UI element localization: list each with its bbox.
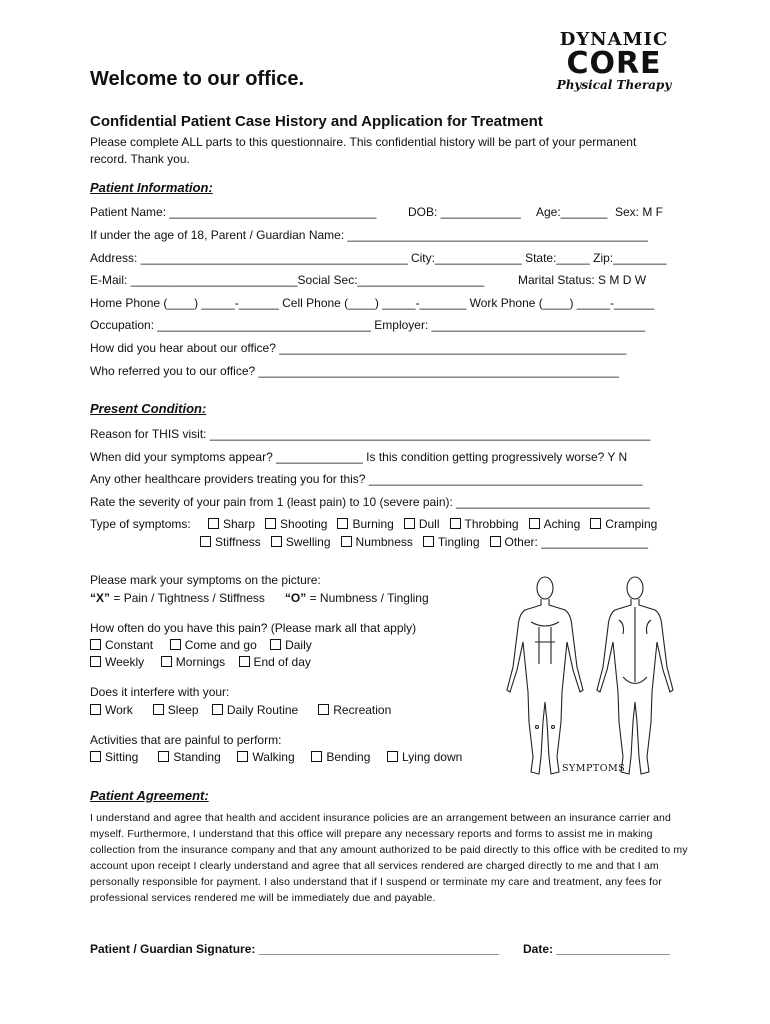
checkbox-swelling[interactable]: Swelling bbox=[271, 535, 331, 549]
checkbox-burning[interactable]: Burning bbox=[337, 517, 393, 531]
dob-field[interactable]: DOB: ____________ bbox=[408, 205, 521, 219]
welcome-heading: Welcome to our office. bbox=[90, 68, 305, 90]
mark-picture-label: Please mark your symptoms on the picture: bbox=[90, 573, 321, 587]
body-diagram[interactable] bbox=[495, 572, 685, 787]
o-desc: = Numbness / Tingling bbox=[306, 591, 429, 605]
patient-agreement-heading: Patient Agreement: bbox=[90, 788, 209, 803]
checkbox-sitting[interactable]: Sitting bbox=[90, 750, 138, 764]
checkbox-end-of-day[interactable]: End of day bbox=[239, 655, 311, 669]
signature-field[interactable]: Patient / Guardian Signature: ____________________________________ bbox=[90, 942, 499, 956]
interfere-options bbox=[90, 703, 391, 717]
checkbox-aching[interactable]: Aching bbox=[529, 517, 581, 531]
symptom-type-row1 bbox=[208, 517, 657, 531]
activities-options bbox=[90, 750, 462, 764]
back-figure bbox=[597, 577, 673, 774]
checkbox-numbness[interactable]: Numbness bbox=[341, 535, 413, 549]
pain-severity-field[interactable]: Rate the severity of your pain from 1 (least pain) to 10 (severe pain): _____________________________ bbox=[90, 495, 650, 509]
marital-status-field[interactable]: Marital Status: S M D W bbox=[518, 273, 647, 287]
present-condition-heading: Present Condition: bbox=[90, 401, 207, 416]
symptoms-caption: SYMPTOMS bbox=[562, 763, 626, 774]
other-providers-field[interactable]: Any other healthcare providers treating you for this? _________________________________________ bbox=[90, 472, 643, 486]
x-key: “X” bbox=[90, 591, 111, 605]
occupation-field[interactable]: Occupation: ________________________________ Employer: ________________________________ bbox=[90, 318, 646, 332]
how-often-label: How often do you have this pain? (Please mark all that apply) bbox=[90, 621, 417, 635]
o-key: “O” bbox=[284, 591, 307, 605]
checkbox-lying-down[interactable]: Lying down bbox=[387, 750, 462, 764]
logo-line2: CORE bbox=[566, 46, 662, 81]
checkbox-daily-routine[interactable]: Daily Routine bbox=[212, 703, 298, 717]
checkbox-mornings[interactable]: Mornings bbox=[161, 655, 225, 669]
checkbox-walking[interactable]: Walking bbox=[237, 750, 294, 764]
symptom-type-label: Type of symptoms: bbox=[90, 517, 191, 531]
symptom-type-row2 bbox=[200, 535, 648, 549]
sex-field[interactable]: Sex: M F bbox=[615, 205, 664, 219]
age-field[interactable]: Age:_______ bbox=[536, 205, 608, 219]
symptoms-appear-field[interactable]: When did your symptoms appear? _____________ Is this condition getting progressively worse? Y N bbox=[90, 450, 628, 464]
guardian-field[interactable]: If under the age of 18, Parent / Guardian Name: _____________________________________________ bbox=[90, 228, 648, 242]
checkbox-weekly[interactable]: Weekly bbox=[90, 655, 144, 669]
email-field[interactable]: E-Mail: _________________________Social Sec:___________________ bbox=[90, 273, 485, 287]
hear-about-field[interactable]: How did you hear about our office? ____________________________________________________ bbox=[90, 341, 627, 355]
checkbox-stiffness[interactable]: Stiffness bbox=[200, 535, 261, 549]
x-desc: = Pain / Tightness / Stiffness bbox=[110, 591, 265, 605]
checkbox-standing[interactable]: Standing bbox=[158, 750, 220, 764]
checkbox-throbbing[interactable]: Throbbing bbox=[450, 517, 519, 531]
checkbox-bending[interactable]: Bending bbox=[311, 750, 370, 764]
instructions-line2: record. Thank you. bbox=[90, 152, 190, 166]
front-figure bbox=[507, 577, 583, 774]
reason-field[interactable]: Reason for THIS visit: __________________________________________________________________ bbox=[90, 427, 651, 441]
logo-line1: DYNAMIC bbox=[559, 29, 669, 50]
patient-name-field[interactable]: Patient Name: _______________________________ bbox=[90, 205, 377, 219]
checkbox-work[interactable]: Work bbox=[90, 703, 133, 717]
form-title: Confidential Patient Case History and Application for Treatment bbox=[90, 113, 543, 130]
mark-picture-key bbox=[90, 591, 429, 605]
phone-fields[interactable]: Home Phone (____) _____-______ Cell Phone (____) _____-_______ Work Phone (____) _____-______ bbox=[90, 296, 655, 310]
checkbox-recreation[interactable]: Recreation bbox=[318, 703, 391, 717]
checkbox-sleep[interactable]: Sleep bbox=[153, 703, 199, 717]
checkbox-come-and-go[interactable]: Come and go bbox=[170, 638, 257, 652]
patient-info-heading: Patient Information: bbox=[90, 180, 213, 195]
checkbox-sharp[interactable]: Sharp bbox=[208, 517, 255, 531]
how-often-row2 bbox=[90, 655, 311, 669]
date-field[interactable]: Date: _________________ bbox=[523, 942, 670, 956]
checkbox-dull[interactable]: Dull bbox=[404, 517, 440, 531]
patient-agreement-text: I understand and agree that health and accident insurance policies are an arrangement between an insurance carrier and myself. Furthermore, I understand that this office will prepare any necessary reports and forms to assist me in making collection from the insurance company and that any amount authorized to be paid directly to this office with be credited to my account upon receipt I clearly understand and agree that all services rendered are charged directly to me and that I am personally responsible for payment. I also understand that if I suspend or terminate my care and treatment, any fees for professional services rendered me will be immediately due and payable. bbox=[90, 812, 688, 904]
checkbox-cramping[interactable]: Cramping bbox=[590, 517, 657, 531]
interfere-label: Does it interfere with your: bbox=[90, 685, 230, 699]
checkbox-other[interactable]: Other: ________________ bbox=[490, 535, 648, 549]
checkbox-constant[interactable]: Constant bbox=[90, 638, 153, 652]
activities-label: Activities that are painful to perform: bbox=[90, 733, 282, 747]
referred-field[interactable]: Who referred you to our office? ______________________________________________________ bbox=[90, 364, 619, 378]
company-logo bbox=[543, 30, 685, 98]
checkbox-daily[interactable]: Daily bbox=[270, 638, 312, 652]
instructions-line1: Please complete ALL parts to this questionnaire. This confidential history will be part of your permanent bbox=[90, 135, 637, 149]
checkbox-tingling[interactable]: Tingling bbox=[423, 535, 480, 549]
checkbox-shooting[interactable]: Shooting bbox=[265, 517, 327, 531]
address-field[interactable]: Address: ________________________________________ City:_____________ State:_____ Zip:________ bbox=[90, 251, 667, 265]
logo-line3: Physical Therapy bbox=[556, 78, 672, 92]
how-often-row1 bbox=[90, 638, 312, 652]
